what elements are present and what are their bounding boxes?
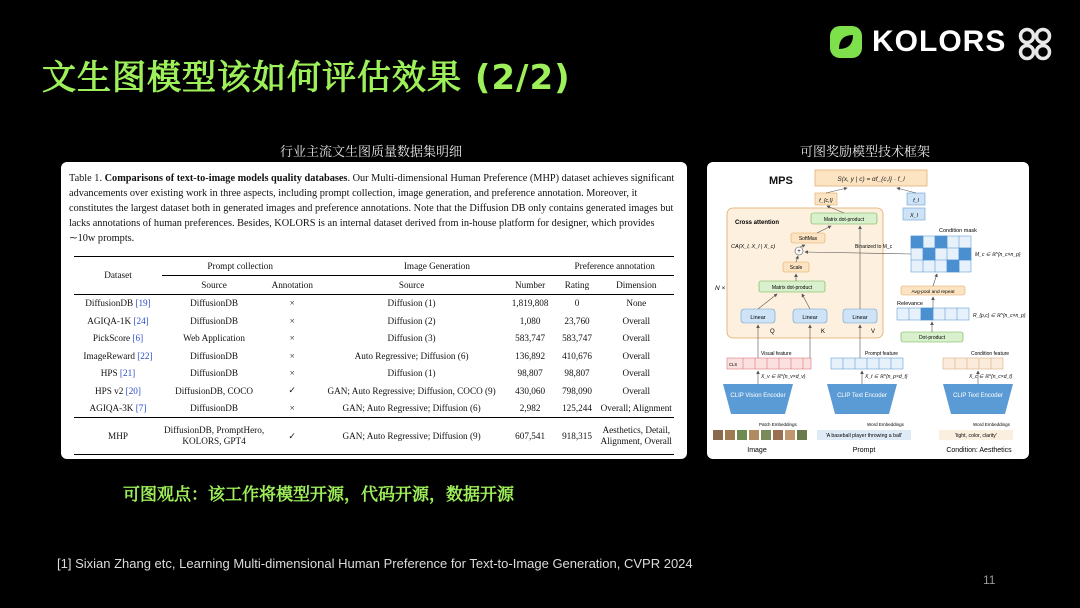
table-row: [74, 400, 674, 418]
condition-input-text: 'light, color, clarity': [955, 433, 997, 439]
linear-v-label: Linear: [852, 315, 868, 321]
dataset-name-cell: HPS [21]: [100, 368, 136, 379]
rating-cell: 410,676: [562, 350, 592, 361]
gen-source-cell: Diffusion (1): [387, 368, 436, 379]
fcl-label: f_{c,l}: [819, 198, 833, 204]
xt-formula: X_t ∈ ℝ^{n_p×d_t}: [865, 374, 908, 380]
number-cell: 1,819,808: [505, 294, 556, 312]
image-patches: [713, 430, 807, 440]
table-label: Table 1.: [69, 173, 103, 184]
number-cell: 430,060: [515, 385, 546, 396]
scale-label: Scale: [789, 265, 803, 271]
dataset-name-cell: ImageReward [22]: [83, 350, 153, 361]
number-cell: 1,080: [519, 315, 541, 326]
table-row: [74, 294, 674, 312]
annotation-cell: ×: [289, 403, 295, 414]
linear-k-label: Linear: [802, 315, 818, 321]
dataset-name-cell: HPS v2 [20]: [95, 385, 141, 396]
prompt-label: Prompt: [852, 447, 876, 454]
fl-label: f_l: [913, 198, 919, 204]
score-formula: S(x, y | c) = αf_{c,l} · f_l: [837, 176, 905, 183]
dataset-name-cell: PickScore [6]: [92, 333, 144, 344]
subheader-number: Number: [515, 279, 546, 290]
condition-mask-label: Condition mask: [939, 228, 977, 234]
cls-token-label: CLS: [729, 362, 738, 367]
dimension-cell: Aesthetics, Detail, Alignment, Overall: [599, 418, 674, 455]
annotation-cell: ×: [266, 294, 318, 312]
mps-diagram-panel: [707, 162, 1029, 459]
table-row-mhp: [74, 418, 674, 455]
binarized-label: Binarized to M_c: [855, 244, 893, 250]
r-formula: R_{p,c} ∈ ℝ^{n_c×n_p}: [973, 313, 1026, 319]
gen-source-cell: GAN; Auto Regressive; Diffusion (6): [342, 403, 481, 414]
table-row: [74, 365, 674, 383]
kolors-logo: [828, 24, 1006, 60]
rating-cell: 918,315: [555, 418, 598, 455]
reference-footnote: [1] Sixian Zhang etc, Learning Multi-dimensional Human Preference for Text-to-Image Generation, CVPR 2024: [57, 556, 693, 571]
annotation-cell: ×: [289, 315, 295, 326]
prompt-source-cell: DiffusionDB, PromptHero, KOLORS, GPT4: [162, 418, 266, 455]
rating-cell: 798,090: [562, 385, 592, 396]
condition-feature-tokens: [943, 358, 1003, 369]
dataset-name-cell: AGIQA-3K [7]: [89, 403, 147, 414]
header-dataset: Dataset: [104, 270, 132, 281]
slide-title: 文生图模型该如何评估效果 (2/2): [42, 58, 571, 98]
mc-formula: M_c ∈ ℝ^{n_c×n_p}: [975, 252, 1021, 258]
condition-label: Condition: Aesthetics: [946, 447, 1012, 454]
clip-vision-label: CLIP Vision Encoder: [730, 393, 786, 399]
dimension-cell: Overall: [622, 315, 651, 326]
annotation-cell: ✓: [288, 385, 297, 396]
gen-source-cell: Diffusion (2): [387, 315, 436, 326]
prompt-source-cell: DiffusionDB: [190, 315, 238, 326]
table-caption-text: . Our Multi-dimensional Human Preference (MHP) dataset achieves significant advancements over existing work in three aspects, including prompt collection, image generation, and preference annotation. Moreover, it constitutes the largest dataset both in generated images and preference annotations. Note that the Diffusion DB only contains generated images but lacks annotations of human preferences. Besides, KOLORS is an internal dataset derived from in-house platform for designer, which provides ∼10w prompts.: [69, 173, 675, 244]
dataset-table-panel: [61, 162, 687, 459]
annotation-cell: ✓: [266, 418, 318, 455]
n-times-label: N ×: [715, 285, 726, 292]
prompt-source-cell: Web Application: [183, 333, 245, 344]
clip-text-encoder-prompt: [827, 384, 897, 414]
dimension-cell: Overall: [622, 385, 651, 396]
rating-cell: 98,807: [564, 368, 590, 379]
right-caption: 可图奖励模型技术框架: [800, 145, 931, 160]
k-label: K: [821, 329, 826, 335]
xc-formula: X_c ∈ ℝ^{n_c×d_t}: [969, 374, 1013, 380]
prompt-source-cell: DiffusionDB, COCO: [175, 385, 254, 396]
number-cell: 98,807: [517, 368, 543, 379]
kolors-logo-icon: [828, 24, 864, 60]
table-intro: [69, 171, 681, 246]
annotation-cell: ×: [289, 368, 295, 379]
gen-source-cell: Diffusion (3): [387, 333, 436, 344]
mps-title: MPS: [769, 175, 793, 187]
relevance-label: Relevance: [897, 301, 923, 307]
clip-text-encoder-condition: [943, 384, 1013, 414]
dataset-name-cell: MHP: [74, 418, 162, 455]
subheader-source: Source: [201, 279, 227, 290]
dimension-cell: Overall: [622, 350, 651, 361]
prompt-source-cell: DiffusionDB: [190, 368, 238, 379]
q-label: Q: [770, 329, 775, 335]
rating-cell: 125,244: [562, 403, 592, 414]
clip-text-label-prompt: CLIP Text Encoder: [837, 393, 887, 399]
table-row: [74, 312, 674, 330]
add-node-symbol: +: [797, 249, 801, 255]
v-label: V: [871, 329, 876, 335]
rating-cell: 0: [555, 294, 598, 312]
dimension-cell: Overall: [622, 368, 651, 379]
visual-feature-tokens: [727, 358, 811, 369]
prompt-feature-tokens: [831, 358, 903, 369]
subheader-annotation: Annotation: [271, 279, 313, 290]
patch-embeddings-label: Patch Embeddings: [759, 422, 797, 427]
subheader-rating: Rating: [564, 279, 590, 290]
relevance-vector: [897, 308, 969, 320]
table-row: [74, 382, 674, 400]
condition-feature-label: Condition feature: [971, 351, 1010, 357]
dataset-comparison-table: [74, 256, 674, 455]
annotation-cell: ×: [289, 333, 295, 344]
header-preference: Preference annotation: [555, 257, 674, 276]
gen-source-cell: GAN; Auto Regressive; Diffusion, COCO (9): [327, 385, 496, 396]
dimension-cell: Overall; Alignment: [600, 403, 672, 414]
prompt-source-cell: DiffusionDB: [190, 403, 238, 414]
avg-pool-label: Avg-pool and repeat: [911, 290, 955, 295]
left-caption: 行业主流文生图质量数据集明细: [280, 145, 463, 160]
brand-flower-icon: [1017, 26, 1053, 62]
table-row: [74, 330, 674, 348]
gen-source-cell: GAN; Auto Regressive; Diffusion (9): [318, 418, 504, 455]
subheader-gen-source: Source: [398, 279, 425, 290]
header-image-generation: Image Generation: [318, 257, 555, 276]
image-label: Image: [747, 447, 767, 454]
matrix-dot-bottom-label: Matrix dot-product: [771, 285, 813, 291]
prompt-feature-label: Prompt feature: [865, 351, 899, 357]
annotation-cell: ×: [289, 350, 295, 361]
dimension-cell: None: [599, 294, 674, 312]
dataset-name-cell: DiffusionDB [19]: [74, 294, 162, 312]
word-embeddings-label-2: Word Embeddings: [973, 422, 1010, 427]
mps-architecture-diagram: [707, 162, 1029, 459]
visual-feature-label: Visual feature: [761, 351, 792, 357]
ca-formula: CA(X_l, X_l | X_c): [731, 244, 776, 250]
number-cell: 607,541: [505, 418, 556, 455]
cross-attention-label: Cross attention: [735, 220, 780, 226]
rating-cell: 23,760: [564, 315, 590, 326]
dimension-cell: Overall: [622, 333, 651, 344]
prompt-source-cell: DiffusionDB: [190, 350, 238, 361]
dot-product-label: Dot-product: [918, 335, 946, 341]
table-row: [74, 347, 674, 365]
clip-text-label-condition: CLIP Text Encoder: [953, 393, 1003, 399]
prompt-input-text: 'A baseball player throwing a ball': [825, 433, 903, 439]
xl-label: X_l: [910, 213, 918, 219]
subheader-dimension: Dimension: [616, 279, 657, 290]
table-caption-bold: Comparisons of text-to-image models quality databases: [104, 173, 348, 184]
number-cell: 136,892: [515, 350, 546, 361]
gen-source-cell: Auto Regressive; Diffusion (6): [354, 350, 469, 361]
kolors-opinion: 可图观点：该工作将模型开源，代码开源，数据开源: [123, 485, 514, 505]
gen-source-cell: Diffusion (1): [318, 294, 504, 312]
number-cell: 583,747: [515, 333, 546, 344]
linear-q-label: Linear: [750, 315, 766, 321]
prompt-source-cell: DiffusionDB: [162, 294, 266, 312]
condition-mask-grid: [911, 236, 971, 272]
clip-vision-encoder: [723, 384, 793, 414]
xv-formula: X_v ∈ ℝ^{n_v×d_v}: [761, 374, 806, 380]
logo-text: KOLORS: [872, 25, 1007, 58]
word-embeddings-label-1: Word Embeddings: [867, 422, 904, 427]
number-cell: 2,982: [519, 403, 541, 414]
matrix-dot-top-label: Matrix dot-product: [823, 217, 865, 223]
dataset-name-cell: AGIQA-1K [24]: [87, 315, 149, 326]
rating-cell: 583,747: [562, 333, 592, 344]
softmax-label: SoftMax: [798, 236, 818, 242]
page-number: 11: [983, 573, 996, 587]
header-prompt-collection: Prompt collection: [162, 257, 318, 276]
